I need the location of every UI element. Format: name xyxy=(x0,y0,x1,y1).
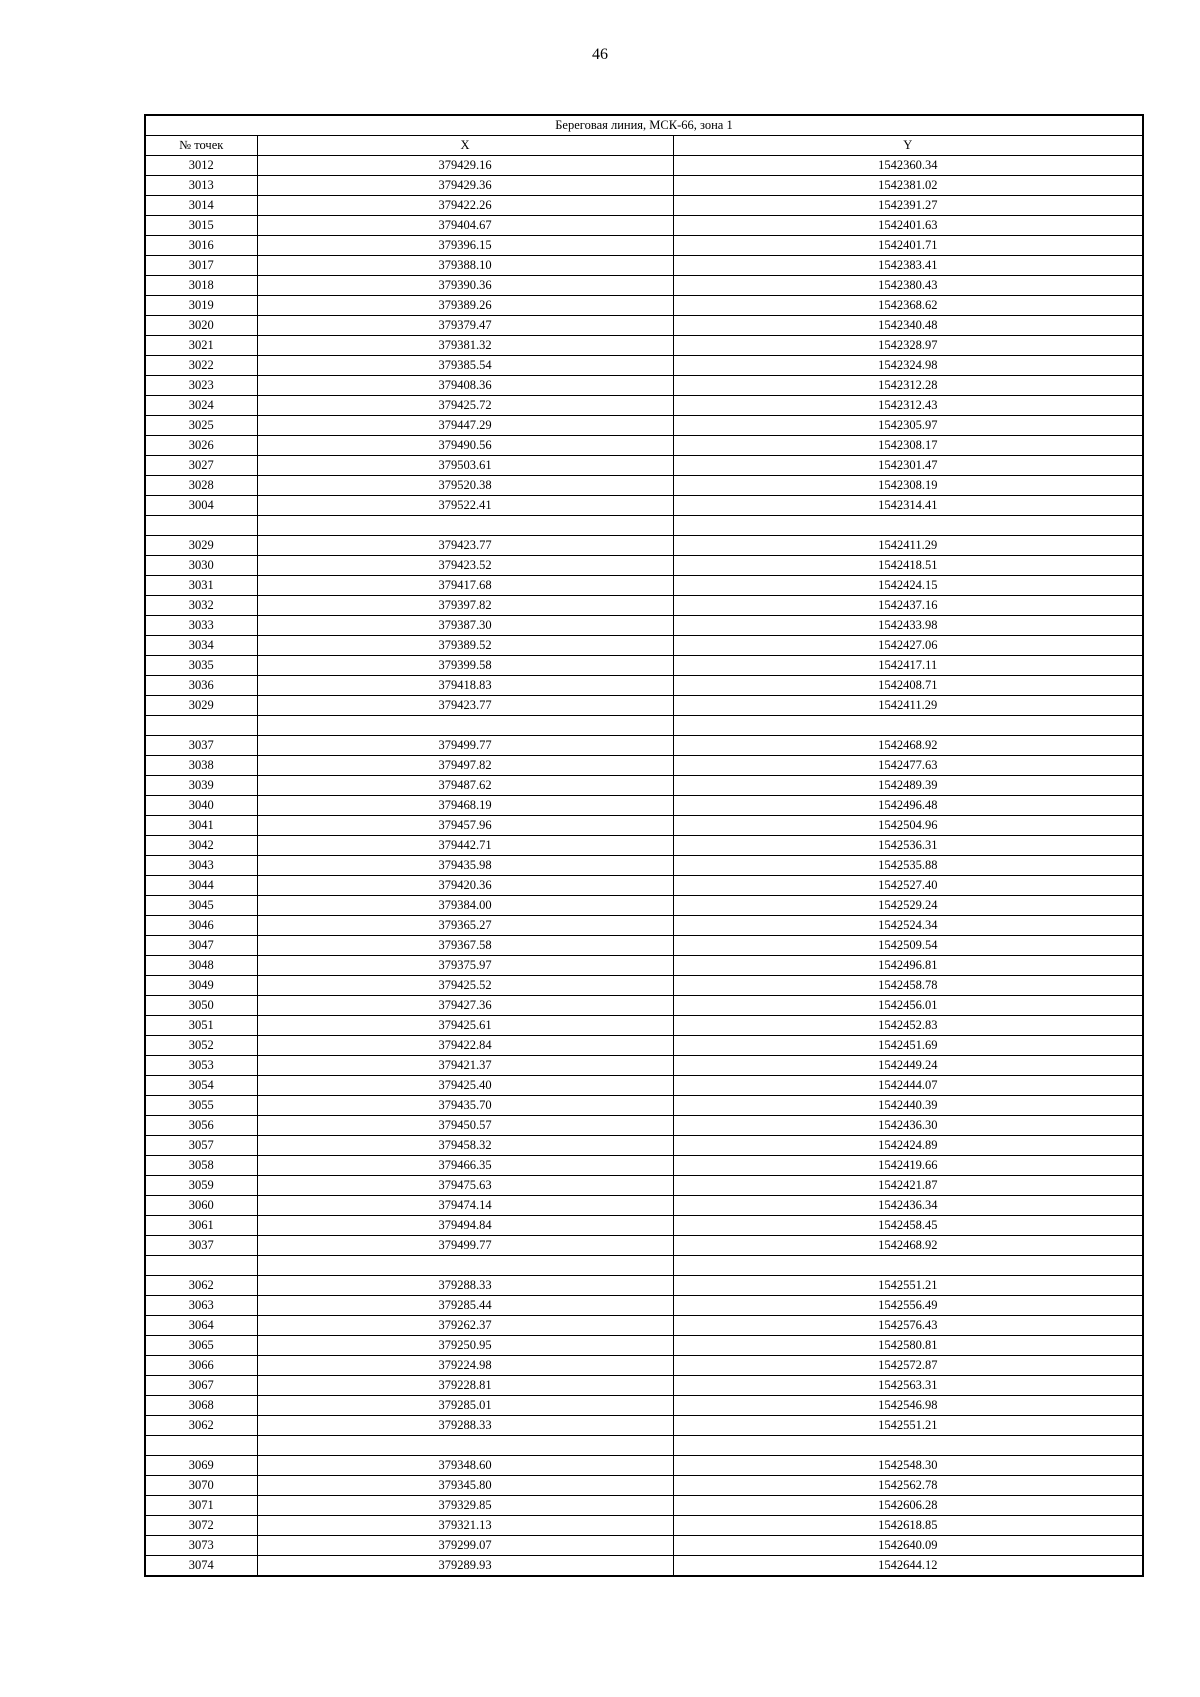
point-number-cell: 3026 xyxy=(145,436,257,456)
table-row xyxy=(145,1016,1143,1036)
table-row xyxy=(145,396,1143,416)
point-number-cell: 3073 xyxy=(145,1536,257,1556)
point-number-cell: 3040 xyxy=(145,796,257,816)
point-number-cell: 3072 xyxy=(145,1516,257,1536)
y-coordinate-cell: 1542551.21 xyxy=(673,1276,1143,1296)
table-row xyxy=(145,576,1143,596)
x-coordinate-cell: 379435.98 xyxy=(257,856,673,876)
page-number: 46 xyxy=(592,46,608,63)
point-number-cell: 3061 xyxy=(145,1216,257,1236)
table-row xyxy=(145,1196,1143,1216)
y-coordinate-cell: 1542449.24 xyxy=(673,1056,1143,1076)
x-coordinate-cell: 379384.00 xyxy=(257,896,673,916)
x-coordinate-cell: 379285.44 xyxy=(257,1296,673,1316)
x-coordinate-cell xyxy=(257,516,673,536)
y-coordinate-cell: 1542576.43 xyxy=(673,1316,1143,1336)
x-coordinate-cell: 379299.07 xyxy=(257,1536,673,1556)
y-coordinate-cell: 1542328.97 xyxy=(673,336,1143,356)
x-coordinate-cell: 379224.98 xyxy=(257,1356,673,1376)
point-number-cell: 3021 xyxy=(145,336,257,356)
y-coordinate-cell: 1542308.19 xyxy=(673,476,1143,496)
point-number-cell: 3020 xyxy=(145,316,257,336)
table-row xyxy=(145,1316,1143,1336)
point-number-cell: 3039 xyxy=(145,776,257,796)
point-number-cell: 3037 xyxy=(145,1236,257,1256)
point-number-cell: 3018 xyxy=(145,276,257,296)
point-number-cell: 3019 xyxy=(145,296,257,316)
table-row xyxy=(145,176,1143,196)
table-row xyxy=(145,1376,1143,1396)
table-row xyxy=(145,556,1143,576)
table-row xyxy=(145,216,1143,236)
table-row xyxy=(145,756,1143,776)
coordinates-table xyxy=(144,114,1144,1577)
x-coordinate-cell: 379435.70 xyxy=(257,1096,673,1116)
point-number-cell: 3051 xyxy=(145,1016,257,1036)
point-number-cell: 3071 xyxy=(145,1496,257,1516)
y-coordinate-cell: 1542618.85 xyxy=(673,1516,1143,1536)
table-row xyxy=(145,1556,1143,1577)
point-number-cell: 3074 xyxy=(145,1556,257,1577)
y-coordinate-cell: 1542308.17 xyxy=(673,436,1143,456)
table-row xyxy=(145,1336,1143,1356)
header-y: Y xyxy=(673,136,1143,156)
x-coordinate-cell: 379289.93 xyxy=(257,1556,673,1577)
point-number-cell: 3070 xyxy=(145,1476,257,1496)
point-number-cell: 3013 xyxy=(145,176,257,196)
table-row xyxy=(145,1236,1143,1256)
table-row xyxy=(145,196,1143,216)
point-number-cell: 3057 xyxy=(145,1136,257,1156)
x-coordinate-cell: 379262.37 xyxy=(257,1316,673,1336)
point-number-cell: 3024 xyxy=(145,396,257,416)
x-coordinate-cell: 379288.33 xyxy=(257,1416,673,1436)
y-coordinate-cell: 1542489.39 xyxy=(673,776,1143,796)
point-number-cell: 3038 xyxy=(145,756,257,776)
point-number-cell: 3055 xyxy=(145,1096,257,1116)
y-coordinate-cell: 1542504.96 xyxy=(673,816,1143,836)
x-coordinate-cell: 379390.36 xyxy=(257,276,673,296)
x-coordinate-cell: 379487.62 xyxy=(257,776,673,796)
table-row xyxy=(145,1496,1143,1516)
spacer-row xyxy=(145,716,1143,736)
x-coordinate-cell: 379429.36 xyxy=(257,176,673,196)
table-row xyxy=(145,256,1143,276)
x-coordinate-cell: 379458.32 xyxy=(257,1136,673,1156)
x-coordinate-cell: 379490.56 xyxy=(257,436,673,456)
x-coordinate-cell: 379417.68 xyxy=(257,576,673,596)
x-coordinate-cell: 379442.71 xyxy=(257,836,673,856)
point-number-cell: 3065 xyxy=(145,1336,257,1356)
point-number-cell: 3028 xyxy=(145,476,257,496)
point-number-cell: 3047 xyxy=(145,936,257,956)
table-body xyxy=(145,115,1143,1576)
x-coordinate-cell: 379522.41 xyxy=(257,496,673,516)
x-coordinate-cell: 379396.15 xyxy=(257,236,673,256)
table-row xyxy=(145,616,1143,636)
table-row xyxy=(145,996,1143,1016)
point-number-cell: 3014 xyxy=(145,196,257,216)
table-row xyxy=(145,156,1143,176)
table-row xyxy=(145,376,1143,396)
x-coordinate-cell: 379466.35 xyxy=(257,1156,673,1176)
x-coordinate-cell xyxy=(257,716,673,736)
table-row xyxy=(145,1176,1143,1196)
y-coordinate-cell: 1542424.15 xyxy=(673,576,1143,596)
y-coordinate-cell: 1542548.30 xyxy=(673,1456,1143,1476)
x-coordinate-cell: 379397.82 xyxy=(257,596,673,616)
point-number-cell: 3033 xyxy=(145,616,257,636)
y-coordinate-cell xyxy=(673,516,1143,536)
x-coordinate-cell: 379468.19 xyxy=(257,796,673,816)
y-coordinate-cell: 1542312.28 xyxy=(673,376,1143,396)
y-coordinate-cell: 1542408.71 xyxy=(673,676,1143,696)
table-row xyxy=(145,1156,1143,1176)
table-row xyxy=(145,796,1143,816)
y-coordinate-cell: 1542527.40 xyxy=(673,876,1143,896)
x-coordinate-cell: 379381.32 xyxy=(257,336,673,356)
table-row xyxy=(145,1476,1143,1496)
y-coordinate-cell: 1542314.41 xyxy=(673,496,1143,516)
x-coordinate-cell: 379475.63 xyxy=(257,1176,673,1196)
y-coordinate-cell: 1542496.81 xyxy=(673,956,1143,976)
y-coordinate-cell: 1542312.43 xyxy=(673,396,1143,416)
table-row xyxy=(145,856,1143,876)
point-number-cell: 3015 xyxy=(145,216,257,236)
point-number-cell: 3062 xyxy=(145,1416,257,1436)
x-coordinate-cell: 379423.77 xyxy=(257,536,673,556)
point-number-cell: 3030 xyxy=(145,556,257,576)
y-coordinate-cell: 1542391.27 xyxy=(673,196,1143,216)
x-coordinate-cell: 379367.58 xyxy=(257,936,673,956)
point-number-cell: 3066 xyxy=(145,1356,257,1376)
x-coordinate-cell: 379499.77 xyxy=(257,736,673,756)
x-coordinate-cell: 379422.26 xyxy=(257,196,673,216)
point-number-cell: 3049 xyxy=(145,976,257,996)
point-number-cell: 3050 xyxy=(145,996,257,1016)
table-row xyxy=(145,416,1143,436)
x-coordinate-cell: 379423.52 xyxy=(257,556,673,576)
table-row xyxy=(145,736,1143,756)
y-coordinate-cell: 1542606.28 xyxy=(673,1496,1143,1516)
table-row xyxy=(145,956,1143,976)
y-coordinate-cell: 1542419.66 xyxy=(673,1156,1143,1176)
y-coordinate-cell: 1542301.47 xyxy=(673,456,1143,476)
x-coordinate-cell: 379450.57 xyxy=(257,1116,673,1136)
header-point-number: № точек xyxy=(145,136,257,156)
x-coordinate-cell: 379457.96 xyxy=(257,816,673,836)
table-row xyxy=(145,1056,1143,1076)
x-coordinate-cell: 379348.60 xyxy=(257,1456,673,1476)
table-row xyxy=(145,876,1143,896)
table-header-row xyxy=(145,136,1143,156)
x-coordinate-cell: 379387.30 xyxy=(257,616,673,636)
x-coordinate-cell: 379494.84 xyxy=(257,1216,673,1236)
table-row xyxy=(145,916,1143,936)
y-coordinate-cell: 1542433.98 xyxy=(673,616,1143,636)
y-coordinate-cell: 1542562.78 xyxy=(673,1476,1143,1496)
point-number-cell: 3041 xyxy=(145,816,257,836)
x-coordinate-cell: 379399.58 xyxy=(257,656,673,676)
point-number-cell: 3045 xyxy=(145,896,257,916)
x-coordinate-cell: 379250.95 xyxy=(257,1336,673,1356)
y-coordinate-cell: 1542437.16 xyxy=(673,596,1143,616)
point-number-cell xyxy=(145,716,257,736)
table-row xyxy=(145,1356,1143,1376)
x-coordinate-cell: 379520.38 xyxy=(257,476,673,496)
x-coordinate-cell: 379423.77 xyxy=(257,696,673,716)
y-coordinate-cell: 1542401.71 xyxy=(673,236,1143,256)
table-row xyxy=(145,776,1143,796)
x-coordinate-cell: 379497.82 xyxy=(257,756,673,776)
y-coordinate-cell: 1542468.92 xyxy=(673,736,1143,756)
x-coordinate-cell: 379345.80 xyxy=(257,1476,673,1496)
point-number-cell: 3036 xyxy=(145,676,257,696)
table-row xyxy=(145,496,1143,516)
y-coordinate-cell: 1542458.78 xyxy=(673,976,1143,996)
table-row xyxy=(145,1516,1143,1536)
x-coordinate-cell: 379422.84 xyxy=(257,1036,673,1056)
point-number-cell: 3060 xyxy=(145,1196,257,1216)
x-coordinate-cell: 379503.61 xyxy=(257,456,673,476)
table-title-row xyxy=(145,115,1143,136)
point-number-cell: 3048 xyxy=(145,956,257,976)
table-row xyxy=(145,1296,1143,1316)
y-coordinate-cell: 1542509.54 xyxy=(673,936,1143,956)
table-row xyxy=(145,976,1143,996)
point-number-cell: 3058 xyxy=(145,1156,257,1176)
x-coordinate-cell: 379288.33 xyxy=(257,1276,673,1296)
point-number-cell: 3037 xyxy=(145,736,257,756)
point-number-cell xyxy=(145,516,257,536)
point-number-cell: 3034 xyxy=(145,636,257,656)
y-coordinate-cell xyxy=(673,1436,1143,1456)
x-coordinate-cell: 379285.01 xyxy=(257,1396,673,1416)
point-number-cell: 3025 xyxy=(145,416,257,436)
table-row xyxy=(145,1136,1143,1156)
y-coordinate-cell: 1542563.31 xyxy=(673,1376,1143,1396)
y-coordinate-cell: 1542640.09 xyxy=(673,1536,1143,1556)
y-coordinate-cell: 1542383.41 xyxy=(673,256,1143,276)
y-coordinate-cell: 1542411.29 xyxy=(673,536,1143,556)
point-number-cell: 3029 xyxy=(145,696,257,716)
table-row xyxy=(145,1096,1143,1116)
spacer-row xyxy=(145,516,1143,536)
y-coordinate-cell: 1542529.24 xyxy=(673,896,1143,916)
spacer-row xyxy=(145,1256,1143,1276)
y-coordinate-cell: 1542477.63 xyxy=(673,756,1143,776)
x-coordinate-cell: 379474.14 xyxy=(257,1196,673,1216)
y-coordinate-cell: 1542535.88 xyxy=(673,856,1143,876)
y-coordinate-cell: 1542324.98 xyxy=(673,356,1143,376)
y-coordinate-cell: 1542444.07 xyxy=(673,1076,1143,1096)
y-coordinate-cell: 1542468.92 xyxy=(673,1236,1143,1256)
table-row xyxy=(145,936,1143,956)
x-coordinate-cell: 379421.37 xyxy=(257,1056,673,1076)
y-coordinate-cell: 1542424.89 xyxy=(673,1136,1143,1156)
point-number-cell: 3062 xyxy=(145,1276,257,1296)
y-coordinate-cell: 1542401.63 xyxy=(673,216,1143,236)
table-row xyxy=(145,316,1143,336)
y-coordinate-cell: 1542546.98 xyxy=(673,1396,1143,1416)
table-row xyxy=(145,296,1143,316)
table-row xyxy=(145,236,1143,256)
point-number-cell: 3063 xyxy=(145,1296,257,1316)
point-number-cell xyxy=(145,1256,257,1276)
point-number-cell: 3042 xyxy=(145,836,257,856)
y-coordinate-cell: 1542436.30 xyxy=(673,1116,1143,1136)
y-coordinate-cell: 1542417.11 xyxy=(673,656,1143,676)
x-coordinate-cell: 379447.29 xyxy=(257,416,673,436)
x-coordinate-cell: 379379.47 xyxy=(257,316,673,336)
table-row xyxy=(145,1076,1143,1096)
table-row xyxy=(145,336,1143,356)
y-coordinate-cell: 1542340.48 xyxy=(673,316,1143,336)
x-coordinate-cell: 379321.13 xyxy=(257,1516,673,1536)
x-coordinate-cell: 379425.40 xyxy=(257,1076,673,1096)
x-coordinate-cell: 379228.81 xyxy=(257,1376,673,1396)
y-coordinate-cell: 1542556.49 xyxy=(673,1296,1143,1316)
point-number-cell: 3004 xyxy=(145,496,257,516)
table-row xyxy=(145,636,1143,656)
table-title: Береговая линия, МСК-66, зона 1 xyxy=(145,115,1143,136)
point-number-cell: 3046 xyxy=(145,916,257,936)
point-number-cell: 3054 xyxy=(145,1076,257,1096)
table-row xyxy=(145,456,1143,476)
point-number-cell: 3052 xyxy=(145,1036,257,1056)
table-row xyxy=(145,1216,1143,1236)
header-x: X xyxy=(257,136,673,156)
point-number-cell: 3069 xyxy=(145,1456,257,1476)
x-coordinate-cell: 379365.27 xyxy=(257,916,673,936)
table-row xyxy=(145,356,1143,376)
y-coordinate-cell: 1542305.97 xyxy=(673,416,1143,436)
y-coordinate-cell: 1542452.83 xyxy=(673,1016,1143,1036)
table-row xyxy=(145,816,1143,836)
table-row xyxy=(145,896,1143,916)
y-coordinate-cell: 1542381.02 xyxy=(673,176,1143,196)
x-coordinate-cell: 379429.16 xyxy=(257,156,673,176)
x-coordinate-cell xyxy=(257,1256,673,1276)
point-number-cell: 3035 xyxy=(145,656,257,676)
point-number-cell: 3043 xyxy=(145,856,257,876)
y-coordinate-cell xyxy=(673,1256,1143,1276)
y-coordinate-cell: 1542436.34 xyxy=(673,1196,1143,1216)
point-number-cell: 3044 xyxy=(145,876,257,896)
point-number-cell: 3016 xyxy=(145,236,257,256)
x-coordinate-cell xyxy=(257,1436,673,1456)
point-number-cell xyxy=(145,1436,257,1456)
table-row xyxy=(145,1036,1143,1056)
x-coordinate-cell: 379425.72 xyxy=(257,396,673,416)
point-number-cell: 3067 xyxy=(145,1376,257,1396)
table-row xyxy=(145,656,1143,676)
point-number-cell: 3056 xyxy=(145,1116,257,1136)
point-number-cell: 3031 xyxy=(145,576,257,596)
x-coordinate-cell: 379420.36 xyxy=(257,876,673,896)
table-row xyxy=(145,1416,1143,1436)
point-number-cell: 3017 xyxy=(145,256,257,276)
x-coordinate-cell: 379408.36 xyxy=(257,376,673,396)
y-coordinate-cell: 1542421.87 xyxy=(673,1176,1143,1196)
table-row xyxy=(145,1396,1143,1416)
y-coordinate-cell: 1542458.45 xyxy=(673,1216,1143,1236)
spacer-row xyxy=(145,1436,1143,1456)
y-coordinate-cell: 1542411.29 xyxy=(673,696,1143,716)
point-number-cell: 3068 xyxy=(145,1396,257,1416)
y-coordinate-cell: 1542644.12 xyxy=(673,1556,1143,1577)
x-coordinate-cell: 379427.36 xyxy=(257,996,673,1016)
table-row xyxy=(145,596,1143,616)
y-coordinate-cell: 1542427.06 xyxy=(673,636,1143,656)
table-row xyxy=(145,276,1143,296)
table-row xyxy=(145,696,1143,716)
point-number-cell: 3023 xyxy=(145,376,257,396)
table-row xyxy=(145,1456,1143,1476)
y-coordinate-cell: 1542524.34 xyxy=(673,916,1143,936)
table-row xyxy=(145,476,1143,496)
table-row xyxy=(145,436,1143,456)
x-coordinate-cell: 379418.83 xyxy=(257,676,673,696)
table-row xyxy=(145,536,1143,556)
x-coordinate-cell: 379388.10 xyxy=(257,256,673,276)
point-number-cell: 3059 xyxy=(145,1176,257,1196)
y-coordinate-cell: 1542451.69 xyxy=(673,1036,1143,1056)
x-coordinate-cell: 379389.52 xyxy=(257,636,673,656)
y-coordinate-cell: 1542418.51 xyxy=(673,556,1143,576)
y-coordinate-cell: 1542360.34 xyxy=(673,156,1143,176)
point-number-cell: 3027 xyxy=(145,456,257,476)
point-number-cell: 3029 xyxy=(145,536,257,556)
y-coordinate-cell: 1542580.81 xyxy=(673,1336,1143,1356)
y-coordinate-cell: 1542440.39 xyxy=(673,1096,1143,1116)
y-coordinate-cell: 1542536.31 xyxy=(673,836,1143,856)
point-number-cell: 3053 xyxy=(145,1056,257,1076)
table-row xyxy=(145,1276,1143,1296)
x-coordinate-cell: 379425.61 xyxy=(257,1016,673,1036)
table-row xyxy=(145,836,1143,856)
y-coordinate-cell: 1542572.87 xyxy=(673,1356,1143,1376)
point-number-cell: 3022 xyxy=(145,356,257,376)
point-number-cell: 3012 xyxy=(145,156,257,176)
y-coordinate-cell: 1542368.62 xyxy=(673,296,1143,316)
x-coordinate-cell: 379499.77 xyxy=(257,1236,673,1256)
y-coordinate-cell: 1542456.01 xyxy=(673,996,1143,1016)
y-coordinate-cell: 1542380.43 xyxy=(673,276,1143,296)
y-coordinate-cell: 1542496.48 xyxy=(673,796,1143,816)
x-coordinate-cell: 379329.85 xyxy=(257,1496,673,1516)
x-coordinate-cell: 379385.54 xyxy=(257,356,673,376)
point-number-cell: 3032 xyxy=(145,596,257,616)
x-coordinate-cell: 379389.26 xyxy=(257,296,673,316)
y-coordinate-cell xyxy=(673,716,1143,736)
point-number-cell: 3064 xyxy=(145,1316,257,1336)
x-coordinate-cell: 379375.97 xyxy=(257,956,673,976)
table-row xyxy=(145,1536,1143,1556)
table-row xyxy=(145,676,1143,696)
table-row xyxy=(145,1116,1143,1136)
x-coordinate-cell: 379425.52 xyxy=(257,976,673,996)
x-coordinate-cell: 379404.67 xyxy=(257,216,673,236)
y-coordinate-cell: 1542551.21 xyxy=(673,1416,1143,1436)
